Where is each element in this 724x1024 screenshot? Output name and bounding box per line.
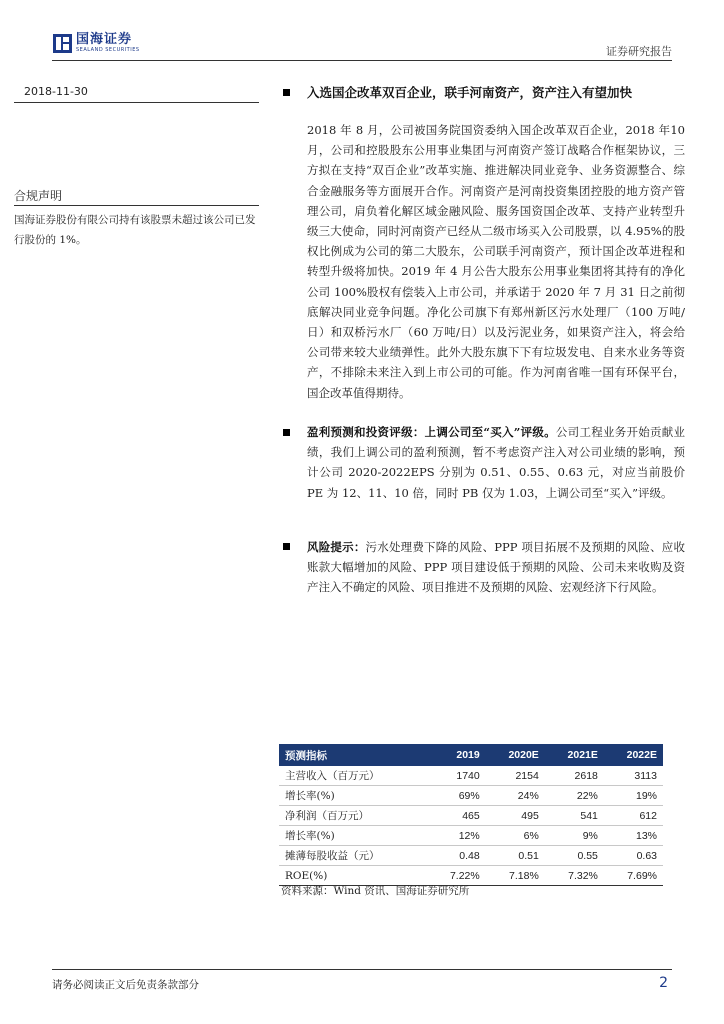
section2-paragraph [307, 422, 685, 503]
section3-lead: 风险提示： [307, 540, 366, 554]
bullet-square-icon [283, 429, 290, 436]
section1-body: 2018 年 8 月，公司被国务院国资委纳入国企改革双百企业，2018 年10 月，公司和控股股东公用事业集团与河南资产签订战略合作框架协议，三方拟在支持“双百企业”改革实施、推进解决同业竞争、业务资源整合、综合金融服务等方面展开合作。河南资产是河南投资集团控股的地方资产管理公司，肩负着化解区域金融风险、服务国资国企改革、支持产业转型升级三大使命，同时河南资产已经从二级市场买入公司股票，以 4.95%的股权比例成为公司的第二大股东，公司联手河南资产，预计国企改革进程和转型升级将加快。2019 年 4 月公告大股东公用事业集团将其持有的净化公司 100%股权有偿装入上市公司，并承诺于 2020 年 7 月 31 日之前彻底解决同业竞争问题。净化公司旗下有郑州新区污水处理厂（100 万吨/日）和双桥污水厂（60 万吨/日）以及污泥业务，如果资产注入，将会给公司带来较大业绩弹性。此外大股东旗下下有垃圾发电、自来水业务等资产，不排除未来注入到上市公司的可能。作为河南省唯一国有环保平台，国企改革值得期待。 [307, 123, 685, 400]
table-cell: 541 [545, 806, 604, 826]
page-number: 2 [659, 975, 668, 991]
table-row [279, 786, 663, 806]
logo-name-cn: 国海证券 [76, 32, 133, 47]
company-logo [53, 33, 140, 53]
report-type-label: 证券研究报告 [606, 45, 672, 58]
footer-disclaimer: 请务必阅读正文后免责条款部分 [52, 979, 199, 991]
logo-name-en: SEALAND SECURITIES [76, 47, 140, 53]
table-cell: 7.18% [486, 866, 545, 886]
table-cell: 24% [486, 786, 545, 806]
header-divider [52, 60, 672, 61]
table-row [279, 826, 663, 846]
table-cell: 7.22% [427, 866, 485, 886]
table-header-cell: 2020E [486, 744, 545, 766]
table-cell: 净利润（百万元） [279, 806, 427, 826]
table-cell: 0.51 [486, 846, 545, 866]
table-cell: 1740 [427, 766, 485, 786]
forecast-table [279, 744, 663, 886]
bullet-square-icon [283, 89, 290, 96]
table-cell: 612 [604, 806, 663, 826]
table-header-cell: 预测指标 [279, 744, 427, 766]
table-cell: 增长率(%) [279, 826, 427, 846]
table-header-cell: 2021E [545, 744, 604, 766]
table-row [279, 846, 663, 866]
table-cell: 19% [604, 786, 663, 806]
table-header-cell: 2019 [427, 744, 485, 766]
compliance-divider [14, 205, 259, 206]
table-cell: 69% [427, 786, 485, 806]
bullet-square-icon [283, 543, 290, 550]
forecast-table-container [279, 744, 663, 886]
table-source-note: 资料来源：Wind 资讯、国海证券研究所 [281, 885, 470, 897]
table-cell: 13% [604, 826, 663, 846]
table-cell: 22% [545, 786, 604, 806]
table-cell: 12% [427, 826, 485, 846]
compliance-text: 国海证券股份有限公司持有该股票未超过该公司已发行股份的 1%。 [14, 214, 256, 246]
table-cell: ROE(%) [279, 866, 427, 886]
table-cell: 2618 [545, 766, 604, 786]
table-cell: 摊薄每股收益（元） [279, 846, 427, 866]
section3-paragraph [307, 537, 685, 598]
section1-title: 入选国企改革双百企业，联手河南资产，资产注入有望加快 [307, 85, 633, 100]
table-cell: 主营收入（百万元） [279, 766, 427, 786]
table-cell: 0.48 [427, 846, 485, 866]
logo-mark-icon [53, 34, 72, 53]
footer-divider [52, 969, 672, 970]
table-cell: 465 [427, 806, 485, 826]
date-divider [14, 102, 259, 103]
table-cell: 0.63 [604, 846, 663, 866]
table-cell: 495 [486, 806, 545, 826]
table-cell: 9% [545, 826, 604, 846]
table-header-cell: 2022E [604, 744, 663, 766]
table-cell: 7.32% [545, 866, 604, 886]
compliance-title: 合规声明 [14, 189, 63, 203]
table-row [279, 766, 663, 786]
table-cell: 6% [486, 826, 545, 846]
report-date: 2018-11-30 [24, 85, 88, 98]
table-cell: 7.69% [604, 866, 663, 886]
table-cell: 增长率(%) [279, 786, 427, 806]
table-cell: 3113 [604, 766, 663, 786]
table-cell: 0.55 [545, 846, 604, 866]
section2-body: 公司工程业务开始贡献业绩，我们上调公司的盈利预测，暂不考虑资产注入对公司业绩的影响，预计公司 2020-2022EPS 分别为 0.51、0.55、0.63 元，对应当前股价 PE 为 12、11、10 倍，同时 PB 仅为 1.03，上调公司至“买入”评级。 [307, 425, 686, 500]
table-row [279, 806, 663, 826]
section2-lead: 盈利预测和投资评级：上调公司至“买入”评级。 [307, 425, 556, 439]
table-cell: 2154 [486, 766, 545, 786]
section3-body: 污水处理费下降的风险、PPP 项目拓展不及预期的风险、应收账款大幅增加的风险、PPP 项目建设低于预期的风险、公司未来收购及资产注入不确定的风险、项目推进不及预期的风险、宏观经济下行风险。 [307, 540, 686, 595]
table-header-row [279, 744, 663, 766]
